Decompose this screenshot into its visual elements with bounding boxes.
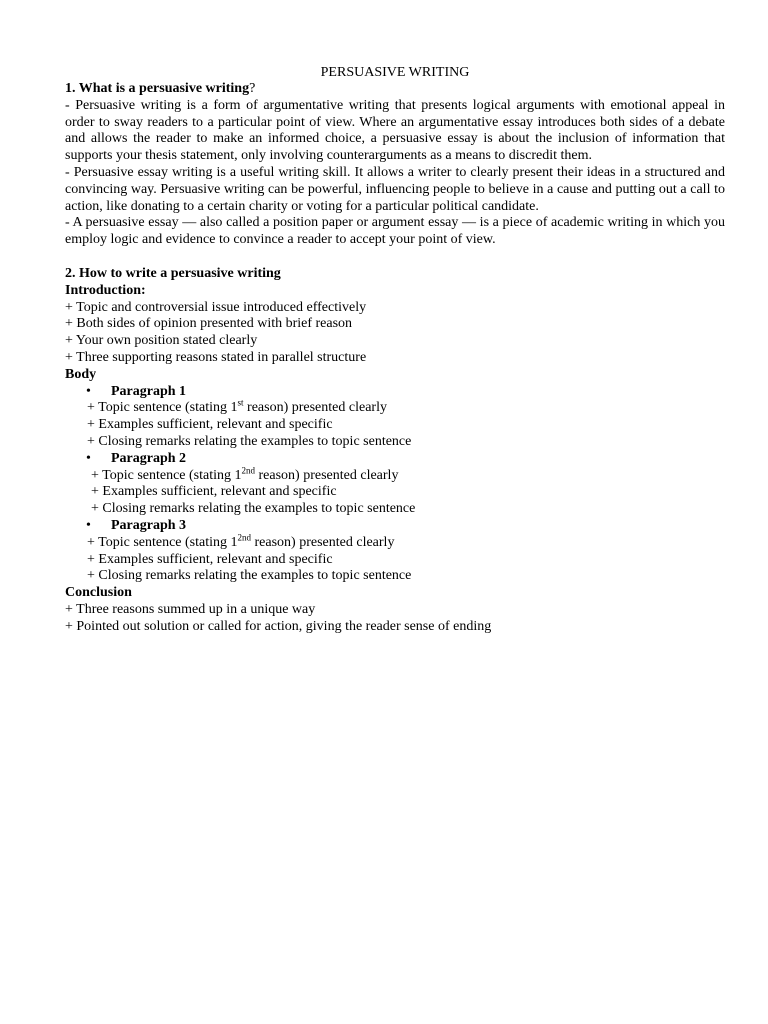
conclusion-item: + Pointed out solution or called for action, giving the reader sense of ending [65,618,492,634]
spacer [65,249,725,266]
conclusion-item: + Three reasons summed up in a unique way [65,601,316,617]
bullet-icon: • [86,383,91,399]
document-page [65,64,725,636]
conclusion-heading: Conclusion [65,585,132,601]
paragraph-2-examples: + Examples sufficient, relevant and specific [91,484,337,500]
paragraph-1-label: Paragraph 1 [111,383,187,399]
paragraph-1-topic [65,397,725,417]
introduction-item: + Three supporting reasons stated in parallel structure [65,349,367,365]
introduction-heading: Introduction: [65,282,146,298]
topic-text-end: reason) presented clearly [251,534,395,550]
paragraph-3-heading [65,518,725,535]
introduction-item: + Both sides of opinion presented with brief reason [65,316,353,332]
body-heading: Body [65,366,97,382]
paragraph-1-closing: + Closing remarks relating the examples to topic sentence [87,433,412,449]
topic-text-end: reason) presented clearly [243,400,387,416]
section-2-heading: 2. How to write a persuasive writing [65,265,281,281]
paragraph-3-label: Paragraph 3 [111,517,187,533]
section-1-heading [65,81,725,98]
paragraph-2-label: Paragraph 2 [111,450,187,466]
ordinal-suffix: 2nd [237,532,252,543]
bullet-icon: • [86,450,91,466]
paragraph-2-closing: + Closing remarks relating the examples to topic sentence [91,501,416,517]
paragraph-3-examples: + Examples sufficient, relevant and specific [87,551,333,567]
bullet-icon: • [86,517,91,533]
paragraph-3-closing: + Closing remarks relating the examples to topic sentence [87,568,412,584]
paragraph-2-topic [65,464,725,485]
introduction-item: + Your own position stated clearly [65,333,258,349]
paragraph-2-heading [65,451,725,468]
ordinal-suffix: st [237,397,244,408]
section-1-paragraph: - A persuasive essay — also called a position paper or argument essay — is a piece of academic writing in which you employ logic and evidence to convince a reader to accept your point of view. [65,215,725,248]
topic-text: + Topic sentence (stating 1 [87,400,238,416]
section-1-paragraph: - Persuasive essay writing is a useful writing skill. It allows a writer to clearly present their ideas in a structured and convincing way. Persuasive writing can be powerful, influencing people to believe in a cause and putting out a call to action, like donating to a certain charity or voting for a particular political candidate. [65,164,725,214]
paragraph-1-examples: + Examples sufficient, relevant and specific [87,417,333,433]
section-1-heading-text: 1. What is a persuasive writing [65,81,250,96]
paragraph-1-heading [65,384,725,401]
section-1-paragraph: - Persuasive writing is a form of argumentative writing that presents logical arguments with emotional appeal in order to sway readers to a particular point of view. Where an argumentative essay introduces both sides of a debate and allows the reader to make an informed choice, a persuasive essay is about the inclusion of information that supports your thesis statement, only involving counterarguments as a means to discredit them. [65,97,725,164]
topic-text: + Topic sentence (stating 1 [91,467,242,483]
ordinal-suffix: 2nd [241,464,256,475]
topic-text: + Topic sentence (stating 1 [87,534,238,550]
paragraph-3-topic [65,532,725,552]
section-1-heading-tail: ? [249,81,256,96]
topic-text-end: reason) presented clearly [255,467,399,483]
introduction-item: + Topic and controversial issue introduced effectively [65,299,367,315]
document-title: PERSUASIVE WRITING [320,65,470,80]
